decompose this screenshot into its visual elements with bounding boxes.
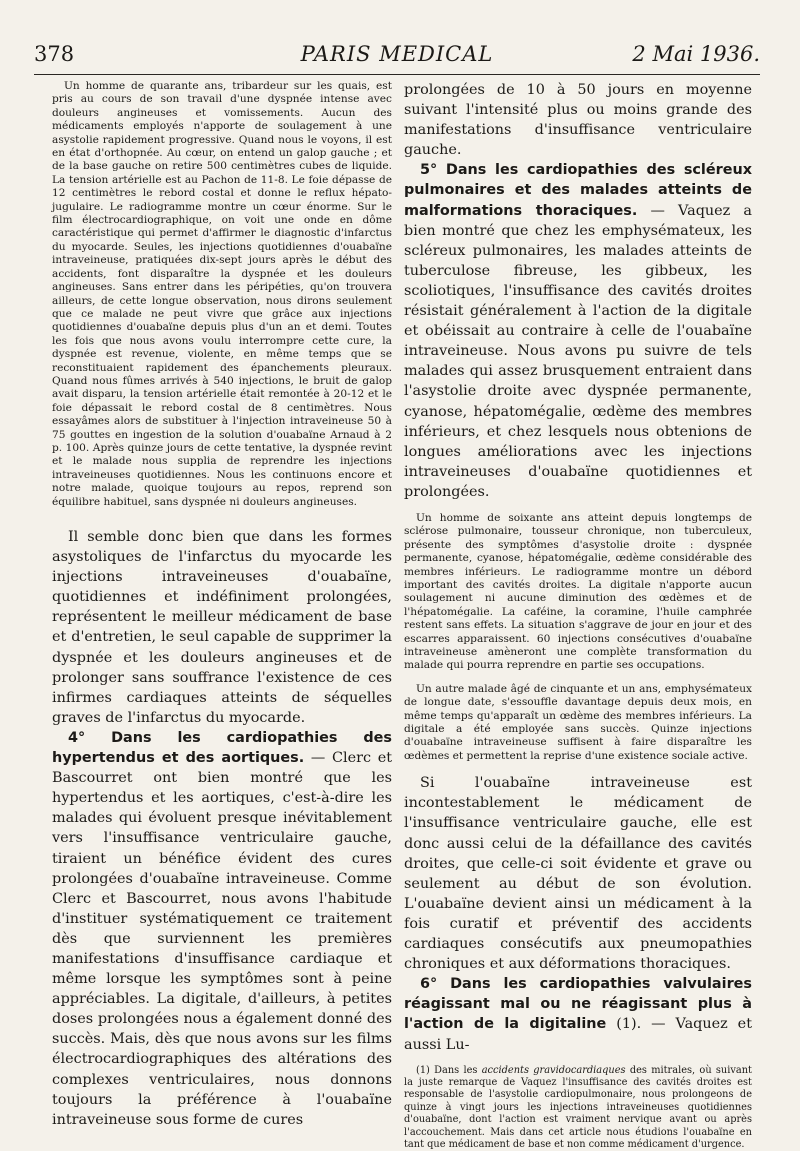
footnote-prefix: (1) Dans les xyxy=(416,1064,482,1076)
case-report-2: Un homme de soixante ans atteint depuis longtemps de sclérose pulmonaire, tousseur chronique, non tuberculeux, présente des symptômes d'asystolie droite : dyspnée permanente, cyanose, hépatomégalie, œdème considérable des membres inférieurs. Le radiogramme montre un débord important des cavités droites. La digitale n'apporte aucun soulagement ni aucune diminution des œdèmes et de l'hépatomégalie. La caféine, la coramine, l'huile camphrée restent sans effets. La situation s'aggrave de jour en jour et des escarres apparaissent. 60 injections consécutives d'ouabaïne intraveineuse amèneront une complète transformation du malade qui pourra reprendre en partie ses occupations. xyxy=(404,511,752,672)
footnote-italic-term: accidents gravidocardiaques xyxy=(481,1064,626,1076)
section-5 xyxy=(404,160,752,502)
section-4 xyxy=(52,728,392,1130)
footnote-text: des mitrales, où suivant la juste remarque de Vaquez l'insuffisance des cavités droites est responsable de l'asystolie cardiopulmonaire, nous prolongeons de quinze à vingt jours les injections intraveineuses quotidiennes d'ouabaïne, dont l'action est vraiment nervique avant ou après l'accouchement. Mais dans cet article nous étudions l'ouabaïne en tant que médicament de base et non comme médicament d'urgence. xyxy=(404,1064,752,1151)
footnote xyxy=(404,1065,752,1151)
right-column xyxy=(404,80,752,1151)
page-header xyxy=(34,40,760,75)
left-column xyxy=(52,80,392,1130)
continuation-paragraph: prolongées de 10 à 50 jours en moyenne suivant l'intensité plus ou moins grande des manifestations d'insuffisance ventriculaire gauche. xyxy=(404,82,752,159)
issue-date: 2 Mai 1936. xyxy=(632,42,760,66)
journal-title: PARIS MEDICAL xyxy=(300,42,494,66)
section-6 xyxy=(404,974,752,1054)
discussion-paragraph: Si l'ouabaïne intraveineuse est incontestablement le médicament de l'insuffisance ventriculaire gauche, elle est donc aussi celui de la défaillance des cavités droites, que celle-ci soit évidente et grave ou seulement au début de son évolution. L'ouabaïne devient ainsi un médicament à la fois curatif et préventif des accidents cardiaques consécutifs aux pneumopathies chroniques et aux déformations thoraciques. xyxy=(404,775,752,973)
page-number: 378 xyxy=(34,42,75,66)
section-5-heading: 5° Dans les cardiopathies des scléreux pulmonaires et des malades atteints de malformations thoraciques. xyxy=(404,162,752,219)
section-4-heading: 4° Dans les cardiopathies des hypertendus et des aortiques. xyxy=(52,729,392,767)
section-6-heading: 6° Dans les cardiopathies valvulaires réagissant mal ou ne réagissant plus à l'action de la digitaline xyxy=(404,976,752,1033)
case-report-1: Un homme de quarante ans, tribardeur sur les quais, est pris au cours de son travail d'une dyspnée intense avec douleurs angineuses et vomissements. Aucun des médicaments employés n'apporte de soulagement à une asystolie rapidement progressive. Quand nous le voyons, il est en état d'orthopnée. Au cœur, on entend un galop gauche ; et de la base gauche on retire 500 centimètres cubes de liquide. La tension artérielle est au Pachon de 11-8. Le foie dépasse de 12 centimètres le rebord costal et donne le reflux hépato-jugulaire. Le radiogramme montre un cœur énorme. Sur le film électrocardiographique, on voit une onde en dôme caractéristique qui permet d'affirmer le diagnostic d'infarctus du myocarde. Seules, les injections quotidiennes d'ouabaïne intraveineuse, pratiquées dix-sept jours après le début des accidents, font disparaître la dyspnée et les douleurs angineuses. Sans entrer dans les péripéties, qu'on trouvera ailleurs, de cette longue observation, nous dirons seulement que ce malade ne peut vivre que grâce aux injections quotidiennes d'ouabaïne depuis plus d'un an et demi. Toutes les fois que nous avons voulu interrompre cette cure, la dyspnée est revenue, violente, en même temps que se reconstituaient rapidement des épanchements pleuraux. Quand nous fûmes arrivés à 540 injections, le bruit de galop avait disparu, la tension artérielle était remontée à 20-12 et le foie dépassait le rebord costal de 8 centimètres. Nous essayâmes alors de substituer à l'injection intraveineuse 50 à 75 gouttes en ingestion de la solution d'ouabaïne Arnaud à 2 p. 100. Après quinze jours de cette tentative, la dyspnée revint et le malade nous supplia de reprendre les injections intraveineuses quotidiennes. Nous les continuons encore et notre malade, quoique toujours au repos, reprend son équilibre habituel, sans dyspnée ni douleurs angineuses. xyxy=(52,80,392,508)
section-4-text: — Clerc et Bascourret ont bien montré que les hypertendus et les aortiques, c'est-à-dire les malades qui évoluent presque inévitablement vers l'insuffisance ventriculaire gauche, tiraient un bénéfice évident des cures prolongées d'ouabaïne intraveineuse. Comme Clerc et Bascourret, nous avons l'habitude d'instituer systématiquement ce traitement dès que surviennent les premières manifestations d'insuffisance cardiaque et même lorsque les symptômes sont à peine appréciables. La digitale, d'ailleurs, à petites doses prolongées nous a également donné des succès. Mais, dès que nous avons sur les films électrocardiographiques des altérations des complexes ventriculaires, nous donnons toujours la préférence à l'ouabaïne intraveineuse sous forme de cures xyxy=(52,750,392,1128)
conclusion-paragraph: Il semble donc bien que dans les formes asystoliques de l'infarctus du myocarde les injections intraveineuses d'ouabaïne, quotidiennes et indéfiniment prolongées, représentent le meilleur médicament de base et d'entretien, le seul capable de supprimer la dyspnée et les douleurs angineuses et de prolonger sans souffrance l'existence de ces infirmes cardiaques atteints de séquelles graves de l'infarctus du myocarde. xyxy=(52,529,392,726)
section-5-text: — Vaquez a bien montré que chez les emphysémateux, les scléreux pulmonaires, les malades atteints de tuberculose fibreuse, les gibbeux, les scoliotiques, l'insuffisance des cavités droites résistait généralement à l'action de la digitale et obéissait au contraire à celle de l'ouabaïne intraveineuse. Nous avons pu suivre de tels malades qui assez brusquement entraient dans l'asystolie droite avec dyspnée permanente, cyanose, hépatomégalie, œdème des membres inférieurs, et chez lesquels nous obtenions de longues améliorations avec les injections intraveineuses d'ouabaïne quotidiennes et prolongées. xyxy=(404,202,753,500)
section-6-text: — Vaquez et aussi Lu- xyxy=(404,1016,752,1053)
case-report-3: Un autre malade âgé de cinquante et un ans, emphysémateux de longue date, s'essouffle davantage depuis deux mois, en même temps qu'apparaît un œdème des membres inférieurs. La digitale a été employée sans succès. Quinze injections d'ouabaïne intraveineuse suffisent à faire disparaître les œdèmes et permettent la reprise d'une existence sociale active. xyxy=(404,682,752,762)
footnote-reference: (1). xyxy=(606,1016,642,1033)
